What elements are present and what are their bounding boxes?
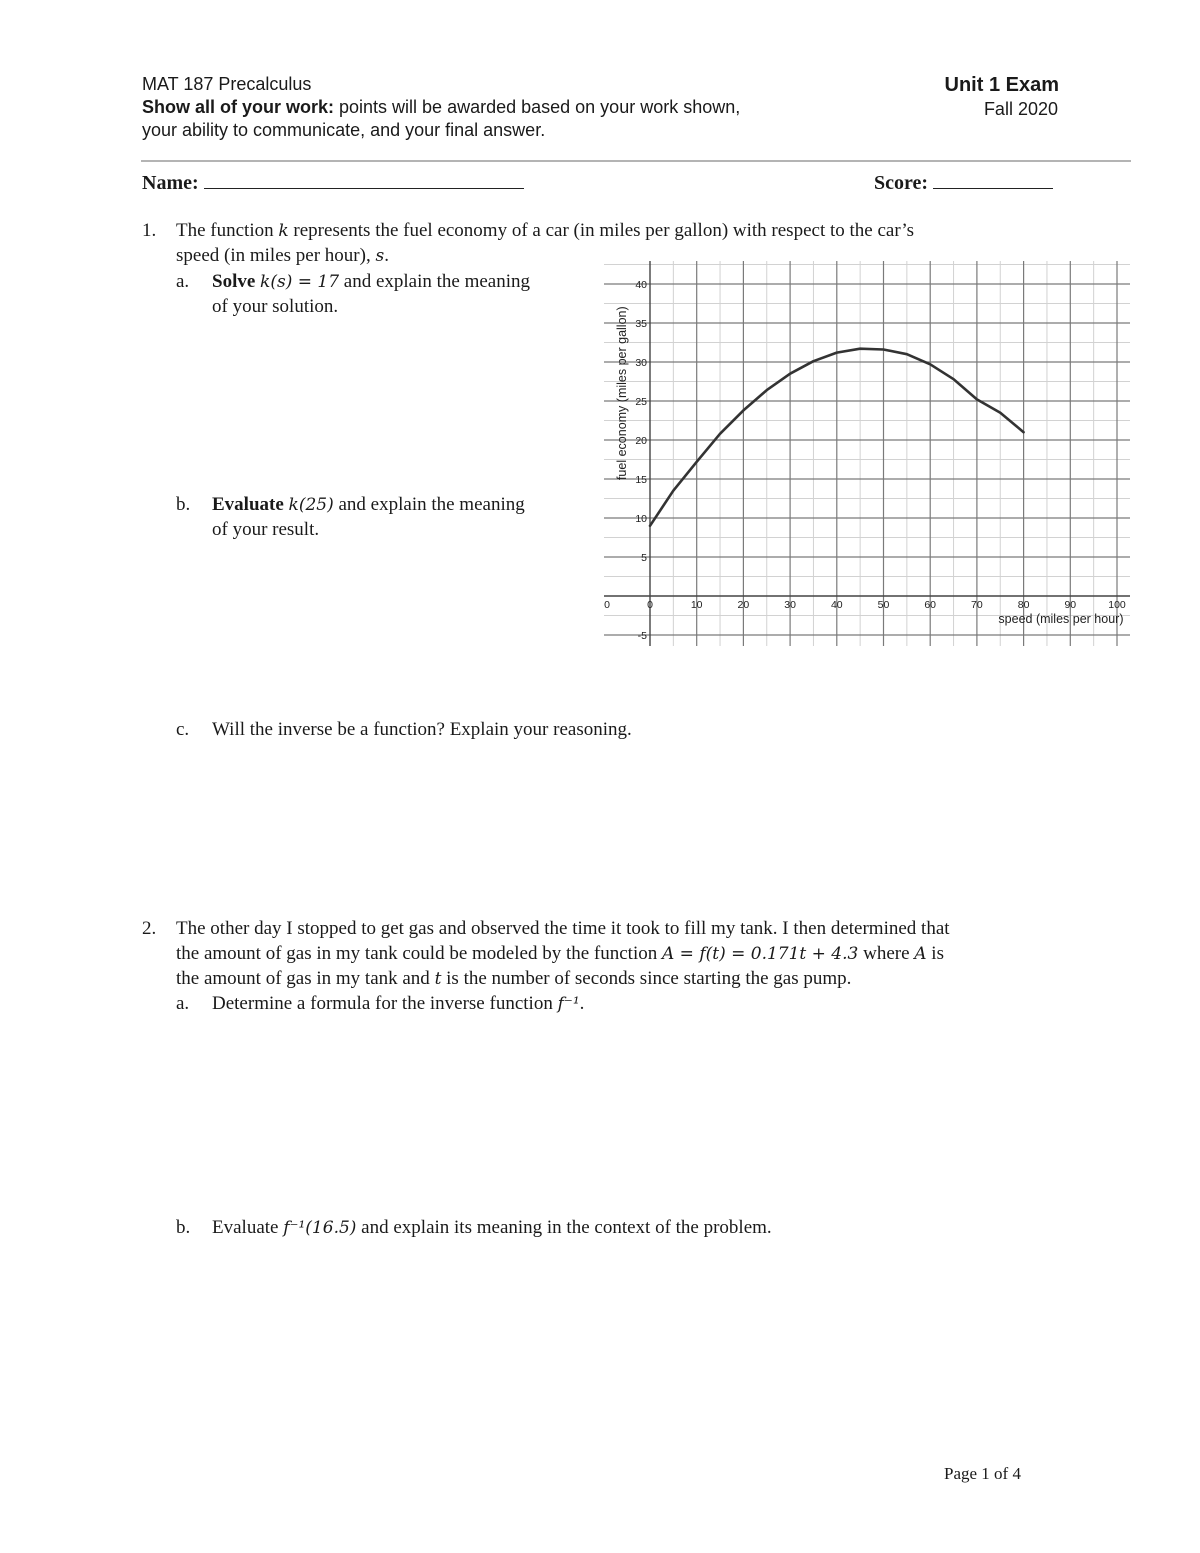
- exam-title: Unit 1 Exam: [944, 74, 1059, 96]
- q1a-letter: a.: [176, 271, 190, 292]
- q2-line2-where: where: [858, 943, 915, 964]
- q2b-prompt: [212, 1215, 772, 1241]
- x-tick-label: 100: [1108, 599, 1126, 611]
- q2-line2-is: is: [926, 943, 944, 964]
- header-divider: [141, 160, 1131, 162]
- x-tick-label: 80: [1017, 599, 1030, 611]
- name-blank[interactable]: [204, 170, 524, 189]
- course-title: MAT 187 Precalculus: [142, 74, 312, 94]
- y-tick-label: 35: [635, 318, 647, 330]
- q1b-math: k(25): [288, 495, 334, 515]
- q1a-prompt: [212, 269, 530, 295]
- q2b-letter: b.: [176, 1217, 191, 1238]
- instructions: [142, 96, 740, 118]
- name-label: Name:: [142, 172, 199, 194]
- name-row: [142, 170, 524, 195]
- q2a-prompt: [212, 991, 584, 1017]
- exam-term: Fall 2020: [983, 99, 1058, 119]
- q2-line3-rest: is the number of seconds since starting the gas pump.: [441, 968, 852, 989]
- page-number: Page 1 of 4: [944, 1464, 1021, 1483]
- y-tick-label: -5: [637, 630, 647, 642]
- x-tick-label: 0: [604, 599, 610, 611]
- q1c-prompt: Will the inverse be a function? Explain your reasoning.: [212, 719, 632, 740]
- q1-var-s: s: [375, 246, 385, 266]
- score-label: Score:: [874, 172, 929, 194]
- y-tick-label: 5: [641, 552, 647, 564]
- q1-var-k: k: [278, 221, 289, 241]
- q2-line1: The other day I stopped to get gas and observed the time it took to fill my tank. I then determined that: [176, 918, 950, 939]
- q1-text-cont: represents the fuel economy of a car (in miles per gallon) with respect to the car’s: [288, 220, 915, 241]
- q1-prompt-line2: [176, 243, 389, 269]
- q1-text: The function: [176, 220, 279, 241]
- instructions-rest: points will be awarded based on your work shown,: [334, 97, 741, 117]
- x-tick-label: 0: [647, 599, 653, 611]
- q2-line3-text: the amount of gas in my tank and: [176, 968, 435, 989]
- x-tick-label: 70: [971, 599, 983, 611]
- y-tick-label: 10: [635, 513, 647, 525]
- q1-number: 1.: [142, 220, 157, 241]
- y-tick-label: 40: [635, 279, 647, 291]
- score-blank[interactable]: [933, 170, 1053, 189]
- x-tick-label: 10: [690, 599, 703, 611]
- x-tick-label: 90: [1064, 599, 1077, 611]
- q1a-bold: Solve: [212, 271, 256, 292]
- x-tick-label: 50: [877, 599, 890, 611]
- x-tick-label: 40: [830, 599, 843, 611]
- q1b-bold: Evaluate: [212, 494, 284, 515]
- q2a-math: f⁻¹: [557, 994, 580, 1014]
- score-row: [874, 170, 1053, 195]
- instructions-bold: Show all of your work:: [142, 97, 335, 117]
- q2-var-a: A: [914, 944, 927, 964]
- q2-number: 2.: [142, 918, 157, 939]
- q1a-line2: of your solution.: [212, 296, 339, 317]
- y-tick-label: 20: [635, 435, 647, 447]
- q2-line3: [176, 966, 851, 992]
- q1a-math: k(s) = 17: [260, 272, 340, 292]
- q2b-math: f⁻¹(16.5): [283, 1218, 357, 1238]
- fuel-economy-graph: [596, 256, 1136, 650]
- y-axis-label: fuel economy (miles per gallon): [615, 306, 629, 481]
- x-tick-label: 60: [924, 599, 937, 611]
- q2a-end: .: [579, 993, 585, 1014]
- q2a-text: Determine a formula for the inverse function: [212, 993, 558, 1014]
- q1-period: .: [384, 245, 389, 266]
- q2-line2-text: the amount of gas in my tank could be modeled by the function: [176, 943, 662, 964]
- q1b-rest: and explain the meaning: [333, 494, 525, 515]
- q1a-rest: and explain the meaning: [339, 271, 531, 292]
- q2b-text: Evaluate: [212, 1217, 284, 1238]
- q1-text-line2: speed (in miles per hour),: [176, 245, 376, 266]
- q1c-letter: c.: [176, 719, 190, 740]
- y-tick-label: 30: [635, 357, 647, 369]
- q2-model-equation: A = f(t) = 0.171t + 4.3: [661, 944, 859, 964]
- q1-prompt: [176, 218, 914, 244]
- y-tick-label: 25: [635, 396, 647, 408]
- x-tick-label: 20: [737, 599, 750, 611]
- x-tick-label: 30: [784, 599, 796, 611]
- q1b-prompt: [212, 492, 525, 518]
- x-axis-label: speed (miles per hour): [998, 612, 1124, 626]
- y-tick-label: 15: [635, 474, 647, 486]
- instructions-line2: your ability to communicate, and your final answer.: [142, 120, 546, 140]
- q1b-letter: b.: [176, 494, 191, 515]
- q2-var-t: t: [434, 969, 442, 989]
- q1b-line2: of your result.: [212, 519, 320, 540]
- q2a-letter: a.: [176, 993, 190, 1014]
- q2b-rest: and explain its meaning in the context of the problem.: [356, 1217, 772, 1238]
- q2-line2: [176, 941, 944, 967]
